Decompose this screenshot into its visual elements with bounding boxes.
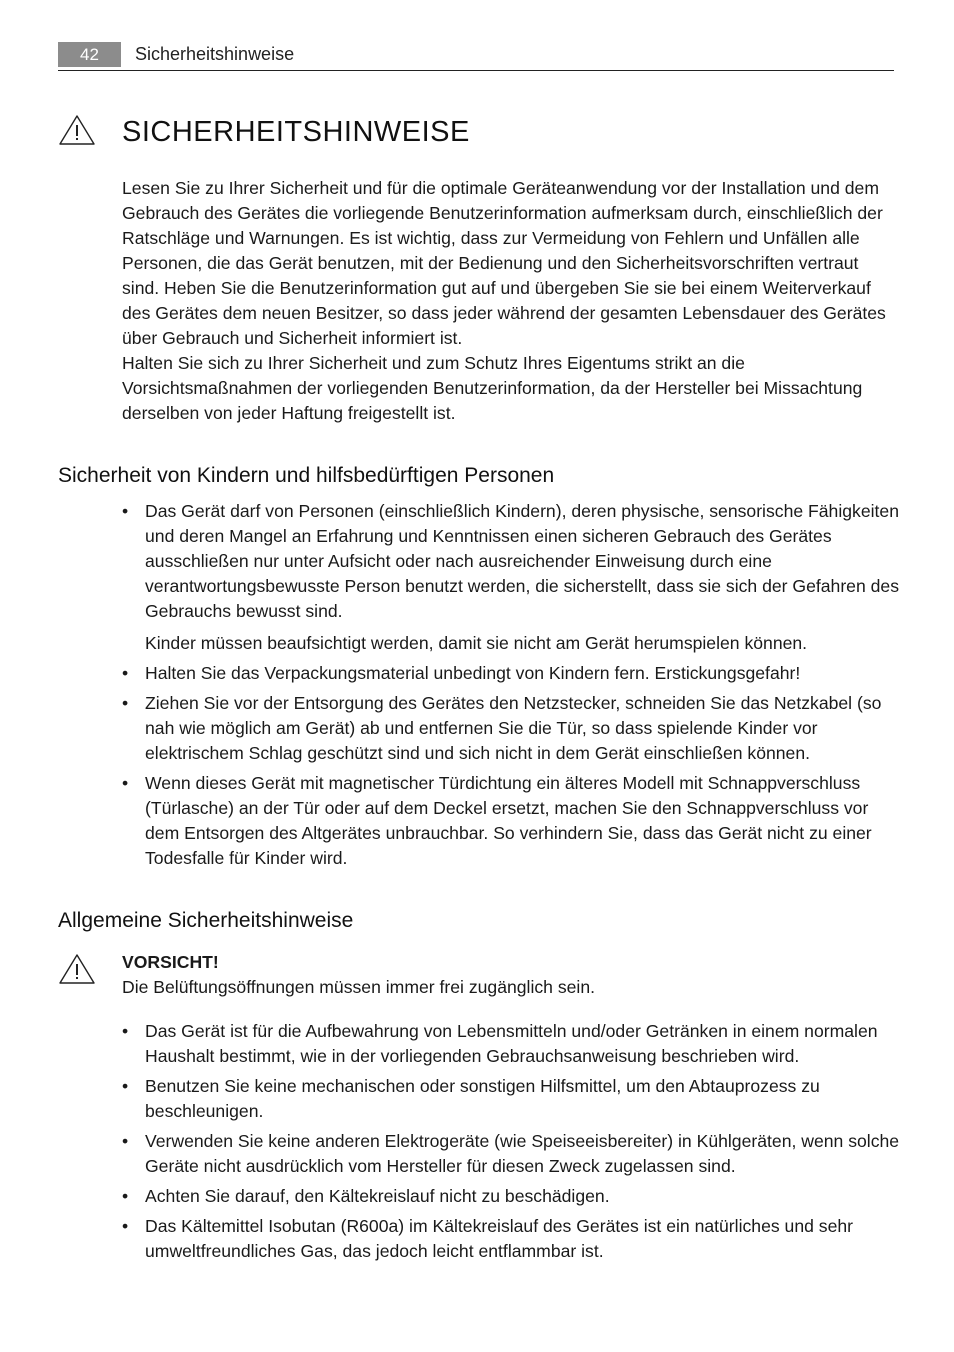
intro-paragraph: Halten Sie sich zu Ihrer Sicherheit und zum Schutz Ihres Eigentums strikt an die Vorsichtsmaßnahmen der vorliegenden Benutzerinformation, da der Hersteller bei Missachtung derselben von jeder Haftung freigestellt ist. <box>122 353 863 423</box>
bullet-icon: • <box>122 1216 129 1236</box>
list-item <box>122 499 900 656</box>
bullet-icon: • <box>122 1186 129 1206</box>
list-item <box>122 771 900 871</box>
page-number: 42 <box>58 42 121 67</box>
caution-text: Die Belüftungsöffnungen müssen immer frei zugänglich sein. <box>122 977 596 997</box>
list-item-text: Das Gerät ist für die Aufbewahrung von Lebensmitteln und/oder Getränken in einem normalen Haushalt bestimmt, wie in der vorliegenden Gebrauchsanweisung beschrieben wird. <box>145 1021 878 1066</box>
list-item <box>122 691 900 766</box>
list-item-note: Kinder müssen beaufsichtigt werden, damit sie nicht am Gerät herumspielen können. <box>145 633 808 653</box>
bullet-icon: • <box>122 1131 129 1151</box>
bullet-icon: • <box>122 1021 129 1041</box>
bullet-icon: • <box>122 663 129 683</box>
bullet-icon: • <box>122 501 129 521</box>
header-section-title: Sicherheitshinweise <box>135 44 295 64</box>
list-item <box>122 1074 900 1124</box>
section-heading-children: Sicherheit von Kindern und hilfsbedürftigen Personen <box>58 464 555 487</box>
list-item-text: Das Gerät darf von Personen (einschließlich Kindern), deren physische, sensorische Fähigkeiten und deren Mangel an Erfahrung und Kenntnissen einen sicheren Gebrauch des Gerätes ausschließen nur unter Aufsicht oder nach ausreichender Einweisung durch eine verantwortungsbewusste Person benutzt werden, die sicherstellt, dass sie sich der Gefahren des Gebrauchs bewusst sind. <box>145 501 899 621</box>
bullet-icon: • <box>122 773 129 793</box>
bullet-icon: • <box>122 1076 129 1096</box>
list-item <box>122 1214 900 1264</box>
list-item <box>122 1184 900 1209</box>
list-item <box>122 661 900 686</box>
page-header <box>58 40 894 71</box>
page-title: SICHERHEITSHINWEISE <box>122 116 470 148</box>
warning-triangle-icon <box>58 114 96 146</box>
children-safety-list <box>122 499 900 876</box>
list-item <box>122 1129 900 1179</box>
caution-label: VORSICHT! <box>122 952 219 972</box>
list-item-text: Verwenden Sie keine anderen Elektrogeräte (wie Speiseeisbereiter) in Kühlgeräten, wenn solche Geräte nicht ausdrücklich vom Hersteller für diesen Zweck zugelassen sind. <box>145 1131 900 1176</box>
general-safety-list <box>122 1019 900 1269</box>
section-heading-general: Allgemeine Sicherheitshinweise <box>58 909 354 932</box>
caution-box <box>122 950 892 1000</box>
list-item-text: Benutzen Sie keine mechanischen oder sonstigen Hilfsmittel, um den Abtauprozess zu beschleunigen. <box>145 1076 820 1121</box>
warning-triangle-icon <box>58 953 96 985</box>
list-item <box>122 1019 900 1069</box>
list-item-text: Das Kältemittel Isobutan (R600a) im Kältekreislauf des Gerätes ist ein natürliches und sehr umweltfreundliches Gas, das jedoch leicht entflammbar ist. <box>145 1216 854 1261</box>
list-item-text: Achten Sie darauf, den Kältekreislauf nicht zu beschädigen. <box>145 1186 610 1206</box>
list-item-text: Ziehen Sie vor der Entsorgung des Gerätes den Netzstecker, schneiden Sie das Netzkabel (so nah wie möglich am Gerät) ab und entfernen Sie die Tür, so dass spielende Kinder vor elektrischem Schlag geschützt sind und sich nicht in dem Gerät einschließen können. <box>145 693 882 763</box>
list-item-text: Wenn dieses Gerät mit magnetischer Türdichtung ein älteres Modell mit Schnappverschluss (Türlasche) an der Tür oder auf dem Deckel ersetzt, machen Sie den Schnappverschluss vor dem Entsorgen des Altgerätes unbrauchbar. So verhindern Sie, dass das Gerät nicht zu einer Todesfalle für Kinder wird. <box>145 773 872 868</box>
intro-text <box>122 176 898 426</box>
list-item-text: Halten Sie das Verpackungsmaterial unbedingt von Kindern fern. Erstickungsgefahr! <box>145 663 801 683</box>
intro-paragraph: Lesen Sie zu Ihrer Sicherheit und für die optimale Geräteanwendung vor der Installation und dem Gebrauch des Gerätes die vorliegende Benutzerinformation aufmerksam durch, einschließlich der Ratschläge und Warnungen. Es ist wichtig, dass zur Vermeidung von Fehlern und Unfällen alle Personen, die das Gerät benutzen, mit der Bedienung und den Sicherheitsvorschriften vertraut sind. Heben Sie die Benutzerinformation gut auf und übergeben Sie sie bei einem Weiterverkauf des Gerätes dem neuen Besitzer, so dass jeder während der gesamten Lebensdauer des Gerätes über Gebrauch und Sicherheit informiert ist. <box>122 178 886 348</box>
bullet-icon: • <box>122 693 129 713</box>
